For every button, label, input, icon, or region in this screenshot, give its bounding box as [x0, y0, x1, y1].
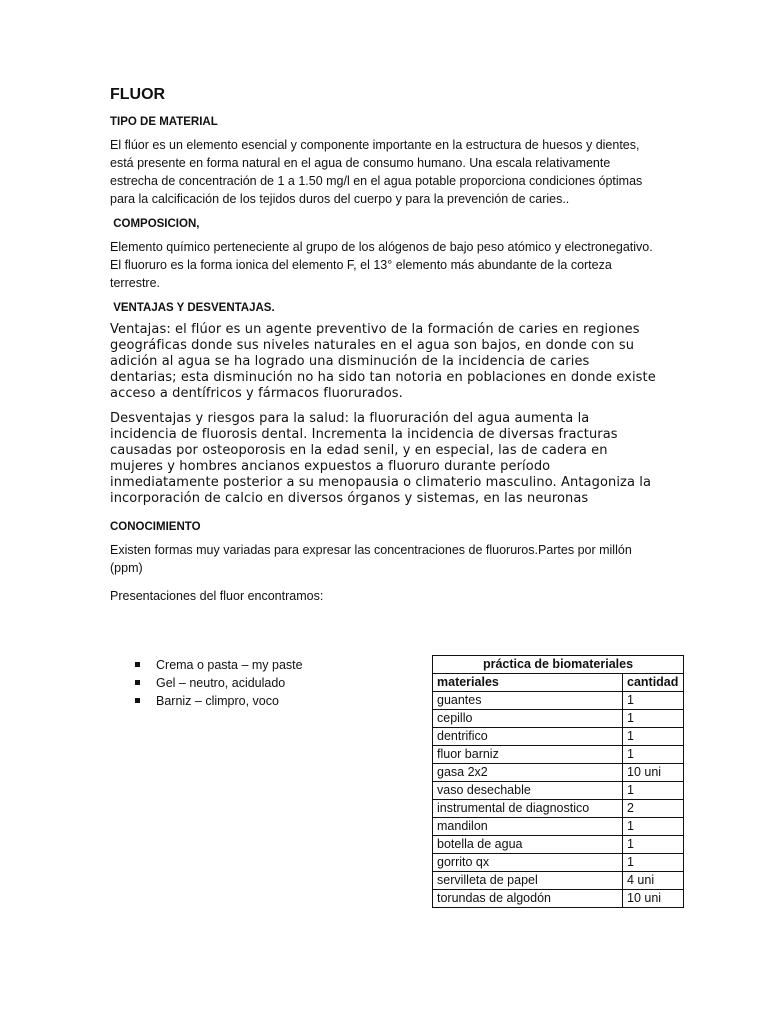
- cell-material: torundas de algodón: [433, 890, 623, 908]
- cell-cantidad: 1: [623, 692, 684, 710]
- list-item-text: Barniz – climpro, voco: [156, 694, 279, 708]
- paragraph-conocimiento: Existen formas muy variadas para expresar las concentraciones de fluoruros.Partes por millón (ppm): [110, 543, 632, 575]
- cell-cantidad: 1: [623, 728, 684, 746]
- table-row: [433, 854, 684, 872]
- document-title: FLUOR: [110, 86, 166, 103]
- cell-cantidad: 4 uni: [623, 872, 684, 890]
- column-header-cantidad: cantidad: [623, 674, 684, 692]
- cell-material: cepillo: [433, 710, 623, 728]
- paragraph-ventajas: Ventajas: el flúor es un agente preventivo de la formación de caries en regiones geográficas donde sus niveles naturales en el agua son bajos, en donde con su adición al agua se ha logrado una disminución de la incidencia de caries dentarias; esta disminución no ha sido tan notoria en poblaciones en donde existe acceso a dentífricos y fármacos fluorurados.: [110, 322, 656, 401]
- bullet-icon: [135, 662, 140, 667]
- paragraph-tipo-material: El flúor es un elemento esencial y componente importante en la estructura de huesos y dientes, está presente en forma natural en el agua de consumo humano. Una escala relativamente estrecha de concentración de 1 a 1.50 mg/l en el agua potable proporciona condiciones óptimas para la calcificación de los tejidos duros del cuerpo y para la prevención de caries..: [110, 138, 643, 206]
- table-caption: práctica de biomateriales: [433, 656, 684, 674]
- cell-material: gasa 2x2: [433, 764, 623, 782]
- cell-material: botella de agua: [433, 836, 623, 854]
- cell-cantidad: 1: [623, 782, 684, 800]
- cell-material: servilleta de papel: [433, 872, 623, 890]
- heading-conocimiento: CONOCIMIENTO: [110, 521, 201, 533]
- table-row: [433, 890, 684, 908]
- table-row: [433, 764, 684, 782]
- paragraph-desventajas: Desventajas y riesgos para la salud: la fluoruración del agua aumenta la incidencia de fluorosis dental. Incrementa la incidencia de diversas fracturas causadas por osteoporosis en la edad senil, y en especial, las de cadera en mujeres y hombres ancianos expuestos a fluoruro durante período inmediatamente posterior a su menopausia o climaterio masculino. Antagoniza la incorporación de calcio en diversos órganos y sistemas, en las neuronas: [110, 411, 652, 506]
- cell-material: vaso desechable: [433, 782, 623, 800]
- column-header-materiales: materiales: [433, 674, 623, 692]
- cell-cantidad: 2: [623, 800, 684, 818]
- materials-table: [432, 655, 684, 908]
- table-row: [433, 710, 684, 728]
- presentation-list: [135, 656, 395, 710]
- cell-material: dentrifico: [433, 728, 623, 746]
- document-body: [110, 86, 660, 615]
- heading-ventajas: VENTAJAS Y DESVENTAJAS.: [110, 302, 275, 314]
- heading-tipo-material: TIPO DE MATERIAL: [110, 116, 218, 128]
- cell-cantidad: 1: [623, 746, 684, 764]
- table-caption-row: [433, 656, 684, 674]
- list-item-text: Gel – neutro, acidulado: [156, 676, 286, 690]
- cell-cantidad: 10 uni: [623, 764, 684, 782]
- paragraph-composicion: Elemento químico perteneciente al grupo de los alógenos de bajo peso atómico y electronegativo. El fluoruro es la forma ionica del elemento F, el 13° elemento más abundante de la corteza terrestre.: [110, 240, 653, 290]
- cell-cantidad: 1: [623, 710, 684, 728]
- table-row: [433, 728, 684, 746]
- bullet-icon: [135, 698, 140, 703]
- table-row: [433, 800, 684, 818]
- cell-cantidad: 1: [623, 818, 684, 836]
- table-row: [433, 782, 684, 800]
- cell-material: mandilon: [433, 818, 623, 836]
- cell-cantidad: 1: [623, 854, 684, 872]
- table-row: [433, 836, 684, 854]
- list-item: [135, 674, 395, 692]
- paragraph-presentaciones: Presentaciones del fluor encontramos:: [110, 589, 324, 603]
- list-item-text: Crema o pasta – my paste: [156, 658, 303, 672]
- heading-composicion: COMPOSICION,: [110, 218, 200, 230]
- cell-cantidad: 10 uni: [623, 890, 684, 908]
- bullet-icon: [135, 680, 140, 685]
- cell-material: guantes: [433, 692, 623, 710]
- table-row: [433, 818, 684, 836]
- table-header-row: [433, 674, 684, 692]
- table-row: [433, 692, 684, 710]
- cell-material: fluor barniz: [433, 746, 623, 764]
- cell-material: instrumental de diagnostico: [433, 800, 623, 818]
- table-row: [433, 746, 684, 764]
- table-row: [433, 872, 684, 890]
- cell-cantidad: 1: [623, 836, 684, 854]
- list-item: [135, 692, 395, 710]
- list-item: [135, 656, 395, 674]
- cell-material: gorrito qx: [433, 854, 623, 872]
